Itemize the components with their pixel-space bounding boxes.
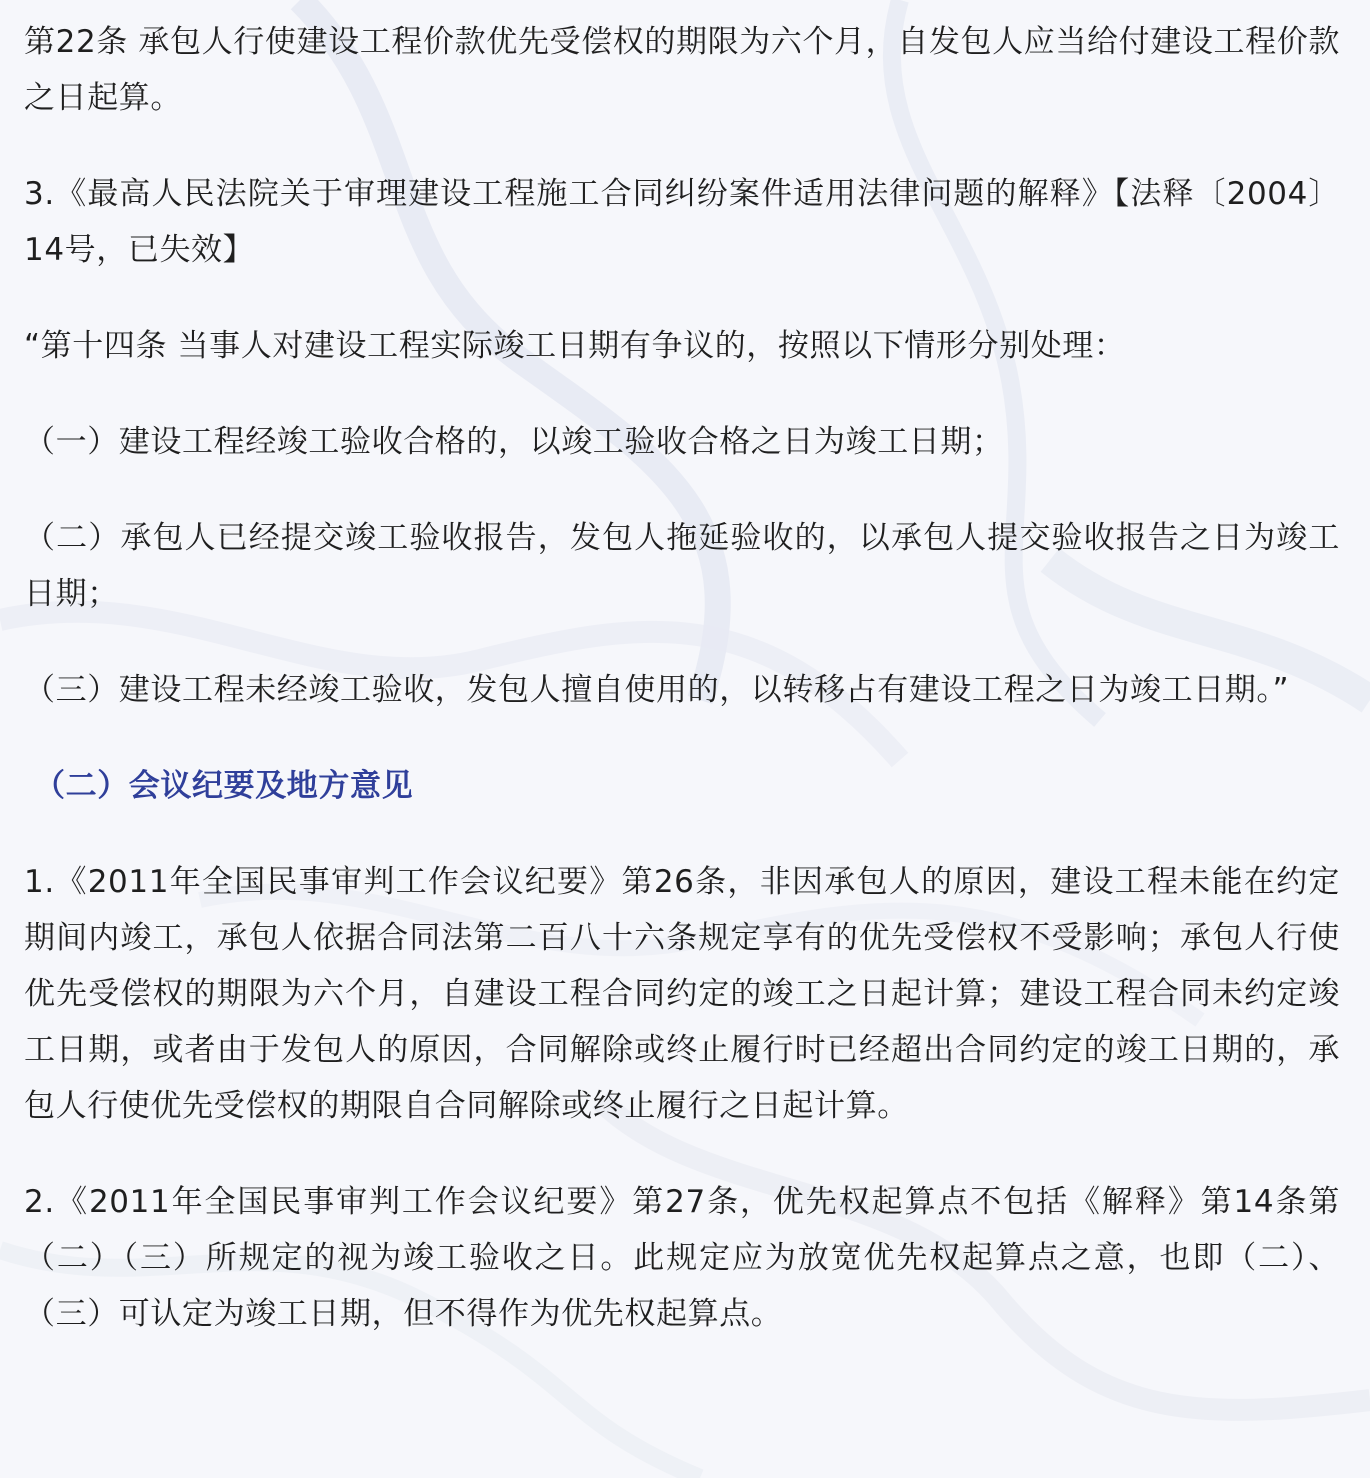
paragraph-reference-3: 3.《最高人民法院关于审理建设工程施工合同纠纷案件适用法律问题的解释》【法释〔2004〕14号，已失效】 [24, 176, 1340, 268]
paragraph-article-14-intro: “第十四条 当事人对建设工程实际竣工日期有争议的，按照以下情形分别处理： [24, 328, 1126, 364]
section-heading: （二）会议纪要及地方意见 [34, 768, 414, 804]
paragraph-point-2: 2.《2011年全国民事审判工作会议纪要》第27条，优先权起算点不包括《解释》第14条第（二）（三）所规定的视为竣工验收之日。此规定应为放宽优先权起算点之意，也即（二）、（三）可认定为竣工日期，但不得作为优先权起算点。 [24, 1184, 1340, 1332]
paragraph-point-1: 1.《2011年全国民事审判工作会议纪要》第26条，非因承包人的原因，建设工程未能在约定期间内竣工，承包人依据合同法第二百八十六条规定享有的优先受偿权不受影响；承包人行使优先受偿权的期限为六个月，自建设工程合同约定的竣工之日起计算；建设工程合同未约定竣工日期，或者由于发包人的原因，合同解除或终止履行时已经超出合同约定的竣工日期的，承包人行使优先受偿权的期限自合同解除或终止履行之日起计算。 [24, 864, 1340, 1124]
paragraph-article-14-item-2: （二）承包人已经提交竣工验收报告，发包人拖延验收的，以承包人提交验收报告之日为竣工日期； [24, 520, 1340, 612]
paragraph-article-22: 第22条 承包人行使建设工程价款优先受偿权的期限为六个月，自发包人应当给付建设工程价款之日起算。 [24, 24, 1340, 116]
paragraph-article-14-item-1: （一）建设工程经竣工验收合格的，以竣工验收合格之日为竣工日期； [24, 424, 1004, 460]
paragraph-article-14-item-3: （三）建设工程未经竣工验收，发包人擅自使用的，以转移占有建设工程之日为竣工日期。” [24, 672, 1290, 708]
